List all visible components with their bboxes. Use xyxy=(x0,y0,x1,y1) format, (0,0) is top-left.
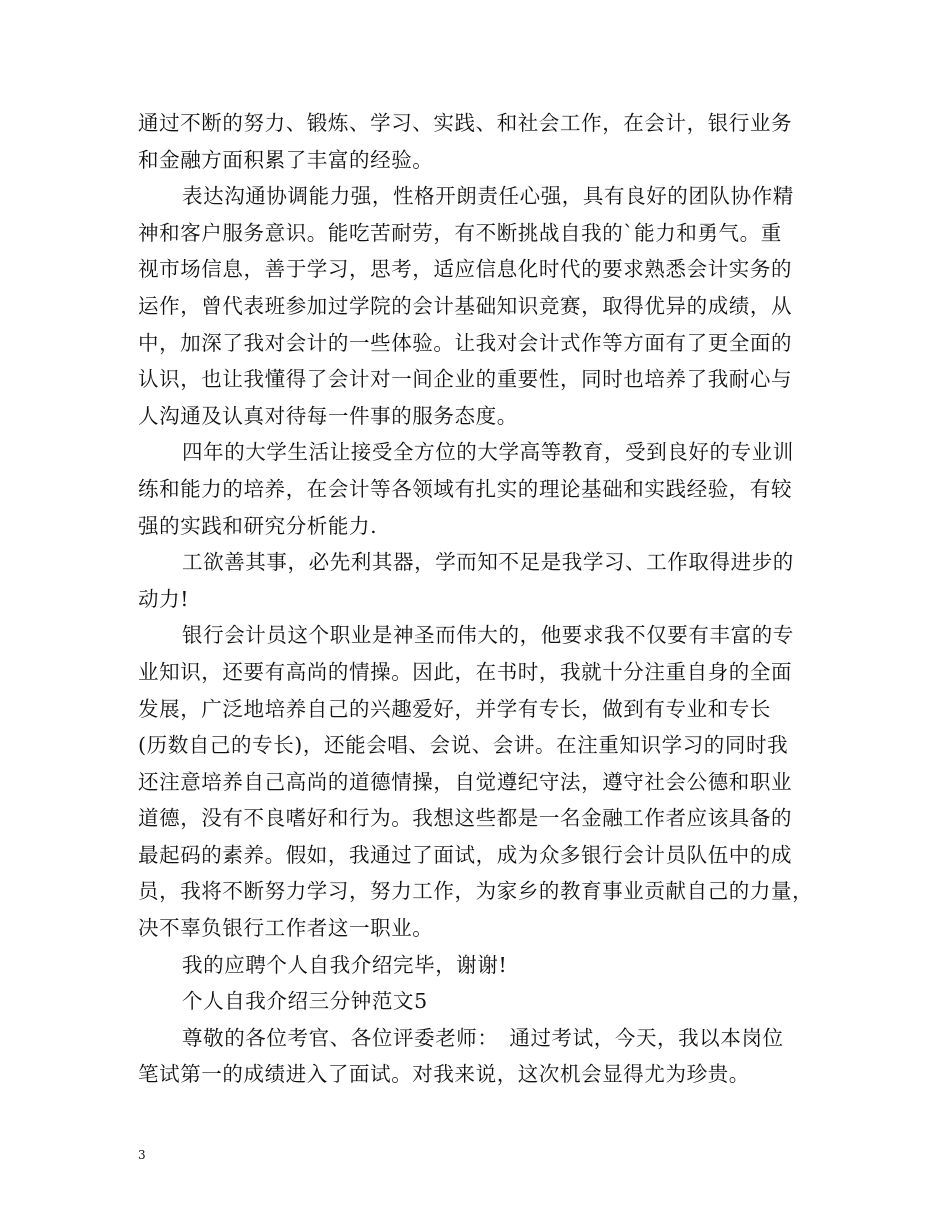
text-line: 练和能力的培养，在会计等各领域有扎实的理论基础和实践经验，有较 xyxy=(138,476,793,501)
text-line: 认识，也让我懂得了会计对一间企业的重要性，同时也培养了我耐心与 xyxy=(138,367,793,392)
text-line: 发展，广泛地培养自己的兴趣爱好，并学有专长，做到有专业和专长 xyxy=(138,696,771,721)
page-number: 3 xyxy=(138,1148,146,1162)
text-line: 决不辜负银行工作者这一职业。 xyxy=(138,916,434,941)
text-line: 中，加深了我对会计的一些体验。让我对会计式作等方面有了更全面的 xyxy=(138,330,793,355)
text-line: 强的实践和研究分析能力. xyxy=(138,513,378,538)
paragraph-start-line: 工欲善其事，必先利其器，学而知不足是我学习、工作取得进步的 xyxy=(182,550,794,575)
text-line: 业知识，还要有高尚的情操。因此，在书时，我就十分注重自身的全面 xyxy=(138,659,793,684)
text-line: 动力! xyxy=(138,586,190,611)
section-heading: 个人自我介绍三分钟范文5 xyxy=(182,989,428,1014)
paragraph-start-line: 我的应聘个人自我介绍完毕，谢谢! xyxy=(182,952,508,977)
text-line: 笔试第一的成绩进入了面试。对我来说，这次机会显得尤为珍贵。 xyxy=(138,1062,750,1087)
text-line: 还注意培养自己高尚的道德情操，自觉遵纪守法，遵守社会公德和职业 xyxy=(138,769,793,794)
text-line: 通过不断的努力、锻炼、学习、实践、和社会工作，在会计，银行业务 xyxy=(138,111,793,135)
text-line: 和金融方面积累了丰富的经验。 xyxy=(138,147,434,172)
text-line: 员，我将不断努力学习，努力工作，为家乡的教育事业贡献自己的力量， xyxy=(138,879,814,904)
text-line: 视市场信息，善于学习，思考，适应信息化时代的要求熟悉会计实务的 xyxy=(138,257,793,282)
paragraph-start-line: 四年的大学生活让接受全方位的大学高等教育，受到良好的专业训 xyxy=(182,440,794,465)
paragraph-start-line: 银行会计员这个职业是神圣而伟大的，他要求我不仅要有丰富的专 xyxy=(182,623,794,648)
text-line: 道德，没有不良嗜好和行为。我想这些都是一名金融工作者应该具备的 xyxy=(138,806,793,831)
text-line: 人沟通及认真对待每一件事的服务态度。 xyxy=(138,403,518,428)
text-line: 最起码的素养。假如，我通过了面试，成为众多银行会计员队伍中的成 xyxy=(138,842,793,867)
text-line: 神和客户服务意识。能吃苦耐劳，有不断挑战自我的`能力和勇气。重 xyxy=(138,220,782,245)
paragraph-start-line: 表达沟通协调能力强，性格开朗责任心强，具有良好的团队协作精 xyxy=(182,184,794,209)
document-body xyxy=(138,105,828,1093)
paragraph-start-line: 尊敬的各位考官、各位评委老师： 通过考试，今天，我以本岗位 xyxy=(182,1025,784,1050)
text-line: (历数自己的专长)，还能会唱、会说、会讲。在注重知识学习的同时我 xyxy=(138,733,789,758)
text-line: 运作，曾代表班参加过学院的会计基础知识竞赛，取得优异的成绩，从 xyxy=(138,293,793,318)
